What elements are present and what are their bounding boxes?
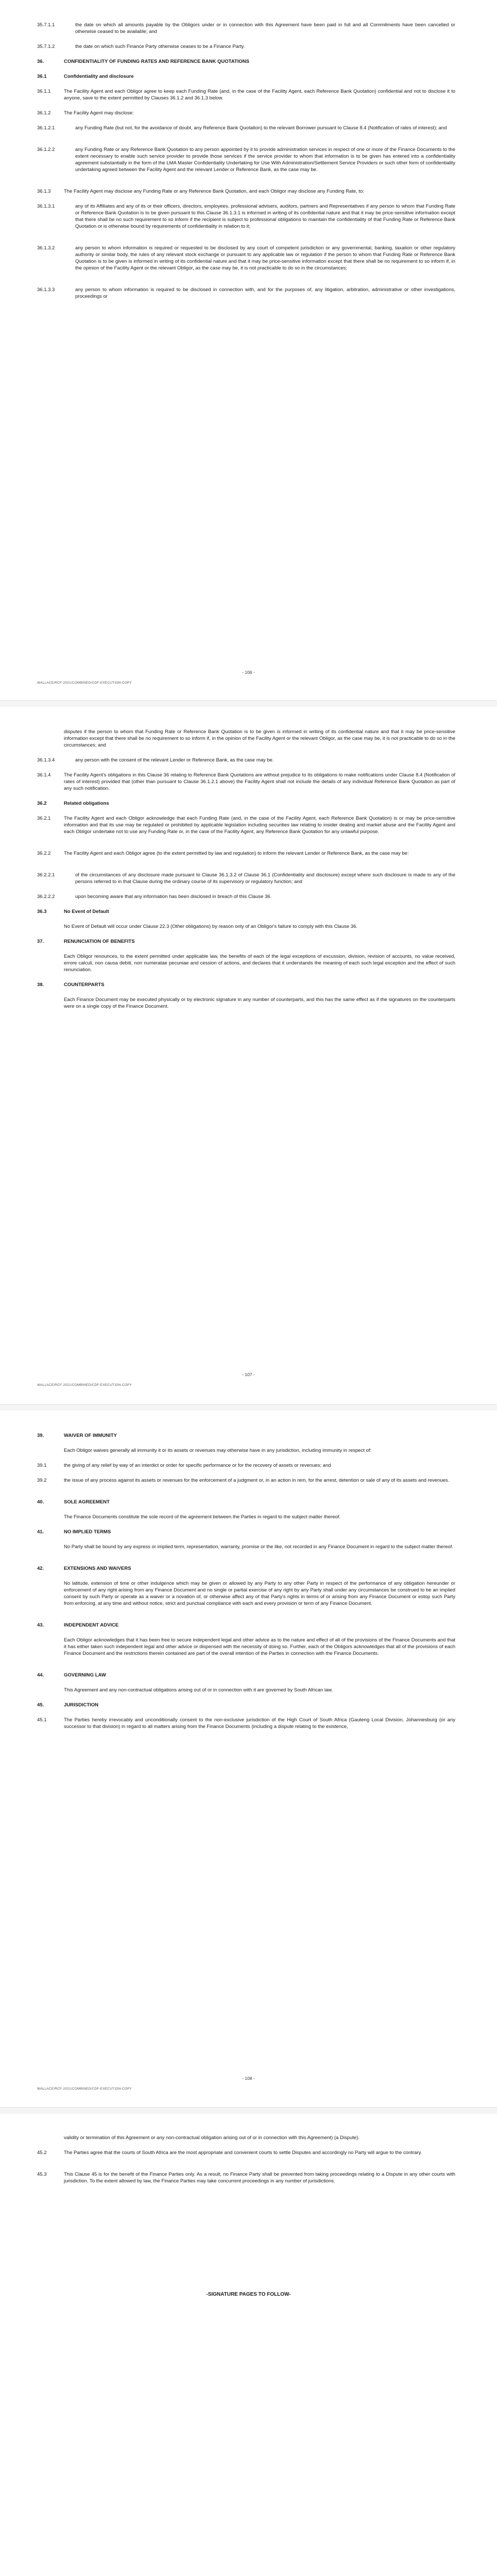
clause-text: the issue of any process against its assets or revenues for the enforcement of a judgment or, in an action in rem, for the arrest, detention or sale of any of its assets and revenues. — [64, 1478, 450, 1483]
clause-number: 45.1 — [37, 1717, 47, 1723]
clause-number: 36.3 — [37, 909, 47, 914]
page-separator — [0, 700, 497, 707]
clause-number: 36.1.3.4 — [37, 757, 55, 763]
signature-pages-notice: -SIGNATURE PAGES TO FOLLOW- — [206, 2292, 291, 2297]
clause-number: 36.1.3.2 — [37, 245, 55, 251]
footer-reference: WALLACE/RCF-2021/COMBINED/CDF-EXECUTION-COPY — [37, 681, 132, 685]
document-page-4 — [0, 2114, 497, 2576]
clause-title: SOLE AGREEMENT — [64, 1499, 110, 1505]
clause-text: the giving of any relief by way of an interdict or order for specific performance or for the recovery of assets or revenues; and — [64, 1463, 331, 1468]
clause-number: 35.7.1.2 — [37, 44, 55, 49]
clause-title: GOVERNING LAW — [64, 1672, 106, 1678]
clause-number: 36.1.3.1 — [37, 204, 55, 209]
clause-number: 39.2 — [37, 1478, 47, 1483]
clause-text: validity or termination of this Agreement or any non-contractual obligation arising out of or in connection with this Agreement) (a Dispute). — [64, 2135, 359, 2141]
clause-title: COUNTERPARTS — [64, 982, 105, 988]
clause-text: upon becoming aware that any information has been disclosed in breach of this Clause 36. — [75, 894, 272, 900]
clause-text: disputes if the person to whom that Funding Rate or Reference Bank Quotation is to be given is informed in writing of its confidential nature and that it may be price-sensitive information except that there shall be no requirement to so inform if, in the opinion of the Facility Agent or the relevant Obligor, as the case may be, it is not practicable to do so in the circumstances; and — [64, 729, 455, 748]
clause-text: The Parties agree that the courts of South Africa are the most appropriate and convenient courts to settle Disputes and accordingly no Party will argue to the contrary. — [64, 2150, 422, 2156]
clause-text: Each Finance Document may be executed physically or by electronic signature in any number of counterparts, and this has the same effect as if the signatures on the counterparts were on a single copy of the Finance Document. — [64, 997, 455, 1009]
clause-text: the date on which such Finance Party otherwise ceases to be a Finance Party. — [75, 44, 245, 49]
page-number: - 107 - — [242, 1372, 255, 1377]
clause-text: No Event of Default will occur under Clause 22.3 (Other obligations) by reason only of an Obligor's failure to comply with this Clause 36. — [64, 924, 357, 929]
clause-number: 36.1 — [37, 74, 47, 79]
clause-number: 36.2 — [37, 801, 47, 806]
clause-text: The Facility Agent may disclose any Funding Rate or any Reference Bank Quotation, and each Obligor may disclose any Funding Rate, to: — [64, 189, 364, 194]
clause-title: Related obligations — [64, 801, 109, 806]
clause-number: 45.3 — [37, 2172, 47, 2177]
clause-text: Each Obligor waives generally all immunity it or its assets or revenues may otherwise have in any jurisdiction, including immunity in respect of: — [64, 1448, 372, 1453]
document-page-1 — [0, 0, 497, 703]
clause-title: WAIVER OF IMMUNITY — [64, 1433, 117, 1438]
clause-text: The Parties hereby irrevocably and unconditionally consent to the non-exclusive jurisdiction of the High Court of South Africa (Gauteng Local Division, Johannesburg (or any successor to that division) in regard to all matters arising from the Finance Documents (including a dispute relating to the existence, — [64, 1717, 455, 1730]
clause-number: 36.1.3.3 — [37, 287, 55, 293]
clause-title: RENUNCIATION OF BENEFITS — [64, 939, 135, 944]
document-page-3 — [0, 1411, 497, 2110]
clause-text: The Facility Agent and each Obligor agree (to the extent permitted by law and regulation) to inform the relevant Lender or Reference Bank, as the case may be: — [64, 851, 409, 856]
clause-number: 39.1 — [37, 1463, 47, 1468]
clause-number: 38. — [37, 982, 44, 988]
clause-text: This Clause 45 is for the benefit of the Finance Parties only. As a result, no Finance Party shall be prevented from taking proceedings relating to a Dispute in any other courts with jurisdiction. To the extent allowed by law, the Finance Parties may take concurrent proceedings in any number of jurisdictions. — [64, 2172, 455, 2184]
clause-text: The Facility Agent may disclose: — [64, 110, 134, 116]
clause-number: 36. — [37, 59, 44, 64]
clause-number: 36.1.1 — [37, 89, 51, 94]
clause-number: 36.2.2.1 — [37, 872, 55, 878]
clause-number: 36.1.2 — [37, 110, 51, 116]
clause-text: No Party shall be bound by any express or implied term, representation, warranty, promise or the like, not recorded in any Finance Document in regard to the subject matter thereof. — [64, 1544, 453, 1550]
clause-number: 41. — [37, 1529, 44, 1535]
clause-text: any Funding Rate or any Reference Bank Quotation to any person appointed by it to provide administration services in respect of one or more of the Finance Documents to the extent necessary to enable such service provider to provide those services if the service provider to whom that information is to be given has entered into a confidentiality agreement substantially in the form of the LMA Master Confidentiality Undertaking for Use With Administration/Settlement Service Providers or such other form of confidentiality undertaking agreed between the Facility Agent and the relevant Lender or Reference Bank, as the case may be. — [75, 147, 455, 173]
clause-title: Confidentiality and disclosure — [64, 74, 134, 79]
clause-number: 36.2.2.2 — [37, 894, 55, 900]
clause-text: The Facility Agent and each Obligor acknowledge that each Funding Rate (and, in the case of the Facility Agent, each Reference Bank Quotation) is or may be price-sensitive information and that its use may be regulated or prohibited by applicable legislation including securities law relating to insider dealing and market abuse and the Facility Agent and each Obligor undertake not to use any Funding Rate or, in the case of the Facility Agent, any Reference Bank Quotation for any unlawful purpose. — [64, 816, 455, 835]
page-number: - 106 - — [242, 670, 255, 675]
clause-text: Each Obligor renounces, to the extent permitted under applicable law, the benefits of each of the legal exceptions of excussion, division, revision of accounts, no value received, errore calculi, non causa debiti, non numeratae pecuniae and cession of actions, and declares that it understands the meaning of each such legal exception and the effect of such renunciation. — [64, 954, 455, 973]
clause-text: The Finance Documents constitute the sole record of the agreement between the Parties in regard to the subject matter thereof. — [64, 1514, 341, 1520]
clause-title: JURISDICTION — [64, 1702, 99, 1708]
clause-number: 39. — [37, 1433, 44, 1438]
clause-text: No latitude, extension of time or other indulgence which may be given or allowed by any Party to any other Party in respect of the performance of any obligation hereunder or enforcement of any right arising from any Finance Document and no single or partial exercise of any right by any Party shall under any circumstances be construed to be an implied consent by such Party or operate as a waiver or a novation of, or otherwise affect any of that Party's rights in terms of or arising from any Finance Document or estop such Party from enforcing, at any time and without notice, strict and punctual compliance with each and every provision or term of any Finance Document. — [64, 1581, 455, 1606]
page-number: - 108 - — [242, 2076, 255, 2081]
clause-text: Each Obligor acknowledges that it has been free to secure independent legal and other advice as to the nature and effect of all of the provisions of the Finance Documents and that it has either taken such independent legal and other advice or dispensed with the necessity of doing so. Further, each of the Obligors acknowledges that all of the provisions of each Finance Document and the restrictions therein contained are part of the overall intention of the Parties in connection with the Finance Documents. — [64, 1637, 455, 1656]
clause-text: any of its Affiliates and any of its or their officers, directors, employees, professional advisers, auditors, partners and Representatives if any person to whom that Funding Rate or Reference Bank Quotation is to be given pursuant to this Clause 36.1.3.1 is informed in writing of its confidential nature and that it may be price-sensitive information except that there shall be no such requirement to so inform if the recipient is subject to professional obligations to maintain the confidentiality of that Funding Rate or Reference Bank Quotation or is otherwise bound by requirements of confidentiality in relation to it; — [75, 204, 455, 229]
clause-text: any person to whom information is required to be disclosed in connection with, and for the purposes of, any litigation, arbitration, administrative or other investigations, proceedings or — [75, 287, 455, 299]
footer-reference: WALLACE/RCF-2021/COMBINED/CDF-EXECUTION-COPY — [37, 1383, 132, 1387]
clause-text: of the circumstances of any disclosure made pursuant to Clause 36.1.3.2 of Clause 36.1 (Confidentiality and disclosure) except where such disclosure is made to any of the persons referred to in that Clause during the ordinary course of its supervisory or regulatory function; and — [75, 872, 455, 885]
page-separator — [0, 1404, 497, 1411]
clause-number: 36.2.1 — [37, 816, 51, 821]
clause-title: INDEPENDENT ADVICE — [64, 1622, 119, 1628]
clause-number: 45.2 — [37, 2150, 47, 2156]
clause-text: This Agreement and any non-contractual obligations arising out of or in connection with it are governed by South African law. — [64, 1687, 333, 1693]
clause-text: any Funding Rate (but not, for the avoidance of doubt, any Reference Bank Quotation) to the relevant Borrower pursuant to Clause 8.4 (Notification of rates of interest); and — [75, 125, 447, 131]
clause-number: 35.7.1.1 — [37, 22, 55, 28]
clause-number: 36.1.2.2 — [37, 147, 55, 152]
clause-text: The Facility Agent's obligations in this Clause 36 relating to Reference Bank Quotations are without prejudice to its obligations to make notifications under Clause 8.4 (Notification of rates of interest) provided that (other than pursuant to Clause 36.1.2.1 above) the Facility Agent shall not include the details of any individual Reference Bank Quotation as part of any such notification. — [64, 772, 455, 791]
clause-number: 44. — [37, 1672, 44, 1678]
clause-text: The Facility Agent and each Obligor agree to keep each Funding Rate (and, in the case of the Facility Agent, each Reference Bank Quotation) confidential and not to disclose it to anyone, save to the extent permitted by Clauses 36.1.2 and 36.1.3 below. — [64, 89, 455, 101]
clause-number: 37. — [37, 939, 44, 944]
clause-text: any person with the consent of the relevant Lender or Reference Bank, as the case may be. — [75, 757, 274, 763]
document-page-2 — [0, 707, 497, 1406]
clause-number: 36.2.2 — [37, 851, 51, 856]
clause-text: the date on which all amounts payable by the Obligors under or in connection with this Agreement have been paid in full and all Commitments have been cancelled or otherwise ceased to be available; and — [75, 22, 455, 35]
clause-title: EXTENSIONS AND WAIVERS — [64, 1566, 131, 1571]
clause-number: 45. — [37, 1702, 44, 1708]
clause-number: 36.1.4 — [37, 772, 51, 778]
clause-text: any person to whom information is required or requested to be disclosed by any court of competent jurisdiction or any governmental, banking, taxation or other regulatory authority or similar body, the rules of any relevant stock exchange or pursuant to any applicable law or regulation if the person to whom that Funding Rate or Reference Bank Quotation is to be given is informed in writing of its confidential nature and that it may be price-sensitive information except that there shall be no requirement to so inform if, in the opinion of the Facility Agent or the relevant Obligor, as the case may be, it is not practicable to do so in the circumstances; — [75, 245, 455, 271]
clause-title: No Event of Default — [64, 909, 109, 914]
clause-number: 40. — [37, 1499, 44, 1505]
clause-number: 36.1.2.1 — [37, 125, 55, 131]
clause-number: 42. — [37, 1566, 44, 1571]
clause-number: 36.1.3 — [37, 189, 51, 194]
clause-title: CONFIDENTIALITY OF FUNDING RATES AND REFERENCE BANK QUOTATIONS — [64, 59, 249, 64]
clause-title: NO IMPLIED TERMS — [64, 1529, 111, 1535]
page-separator — [0, 2107, 497, 2114]
clause-number: 43. — [37, 1622, 44, 1628]
footer-reference: WALLACE/RCF-2021/COMBINED/CDF-EXECUTION-COPY — [37, 2087, 132, 2091]
